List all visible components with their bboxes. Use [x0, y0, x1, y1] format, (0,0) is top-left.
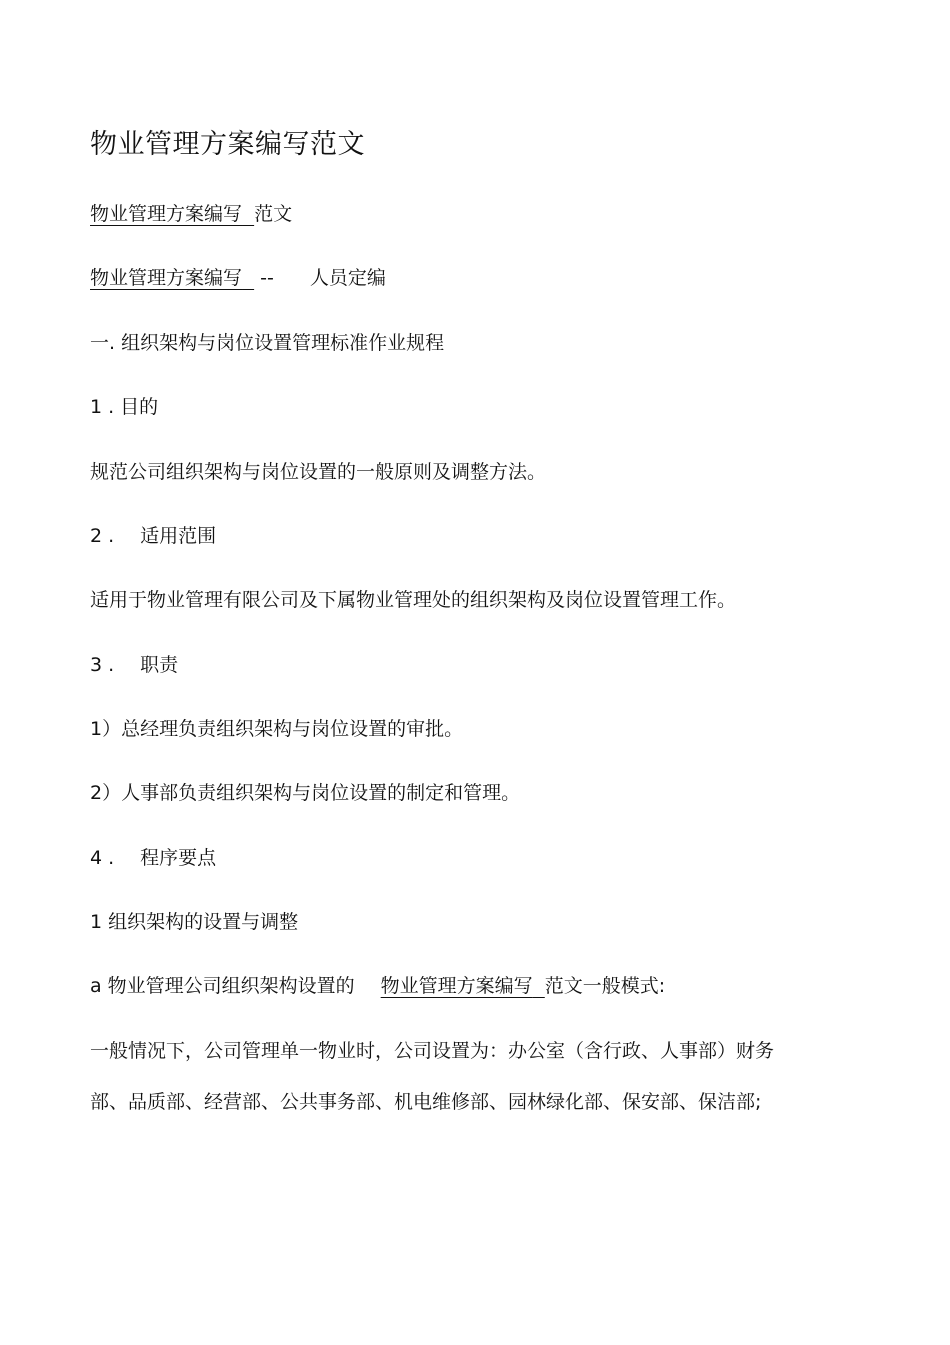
item-procedure-heading	[90, 845, 216, 871]
section-heading: 一. 组织架构与岗位设置管理标准作业规程	[90, 332, 445, 354]
subitem-a-line	[90, 973, 665, 999]
item-label: 程序要点	[140, 847, 217, 869]
item-number: 4 .	[90, 847, 115, 869]
underline-gap	[242, 203, 254, 225]
item-label: 目的	[120, 396, 159, 418]
subtitle-line	[90, 201, 292, 227]
subitem-prefix: a	[90, 975, 102, 997]
item-number: 2 .	[90, 525, 115, 547]
paragraph-line-2: 部、品质部、经营部、公共事务部、机电维修部、园林绿化部、保安部、保洁部;	[90, 1091, 762, 1113]
purpose-text: 规范公司组织架构与岗位设置的一般原则及调整方法。	[90, 461, 547, 483]
duty-item-1: 1）总经理负责组织架构与岗位设置的审批。	[90, 718, 464, 740]
item-label: 适用范围	[140, 525, 217, 547]
subtitle-link[interactable]: 物业管理方案编写	[90, 203, 243, 225]
staffing-separator: --	[260, 267, 274, 289]
paragraph-line-1: 一般情况下，公司管理单一物业时，公司设置为：办公室（含行政、人事部）财务	[90, 1040, 775, 1062]
subsection-heading	[90, 909, 298, 935]
subitem-link[interactable]: 物业管理方案编写	[380, 975, 533, 997]
subitem-text: 物业管理公司组织架构设置的	[107, 975, 355, 997]
staffing-line	[90, 265, 386, 291]
item-number: 1 .	[90, 396, 115, 418]
duty-item-2: 2）人事部负责组织架构与岗位设置的制定和管理。	[90, 782, 521, 804]
underline-gap	[533, 975, 545, 997]
scope-text: 适用于物业管理有限公司及下属物业管理处的组织架构及岗位设置管理工作。	[90, 589, 737, 611]
subtitle-suffix: 范文	[254, 203, 293, 225]
underline-gap	[242, 267, 254, 289]
item-scope-heading	[90, 523, 216, 549]
subsection-number: 1	[90, 911, 103, 933]
staffing-suffix: 人员定编	[309, 267, 386, 289]
item-label: 职责	[140, 654, 179, 676]
item-number: 3 .	[90, 654, 115, 676]
item-purpose-heading	[90, 394, 158, 420]
document-title: 物业管理方案编写范文	[90, 129, 365, 160]
staffing-link[interactable]: 物业管理方案编写	[90, 267, 243, 289]
item-duty-heading	[90, 652, 178, 678]
subitem-suffix: 范文一般模式:	[544, 975, 666, 997]
subsection-label: 组织架构的设置与调整	[108, 911, 299, 933]
